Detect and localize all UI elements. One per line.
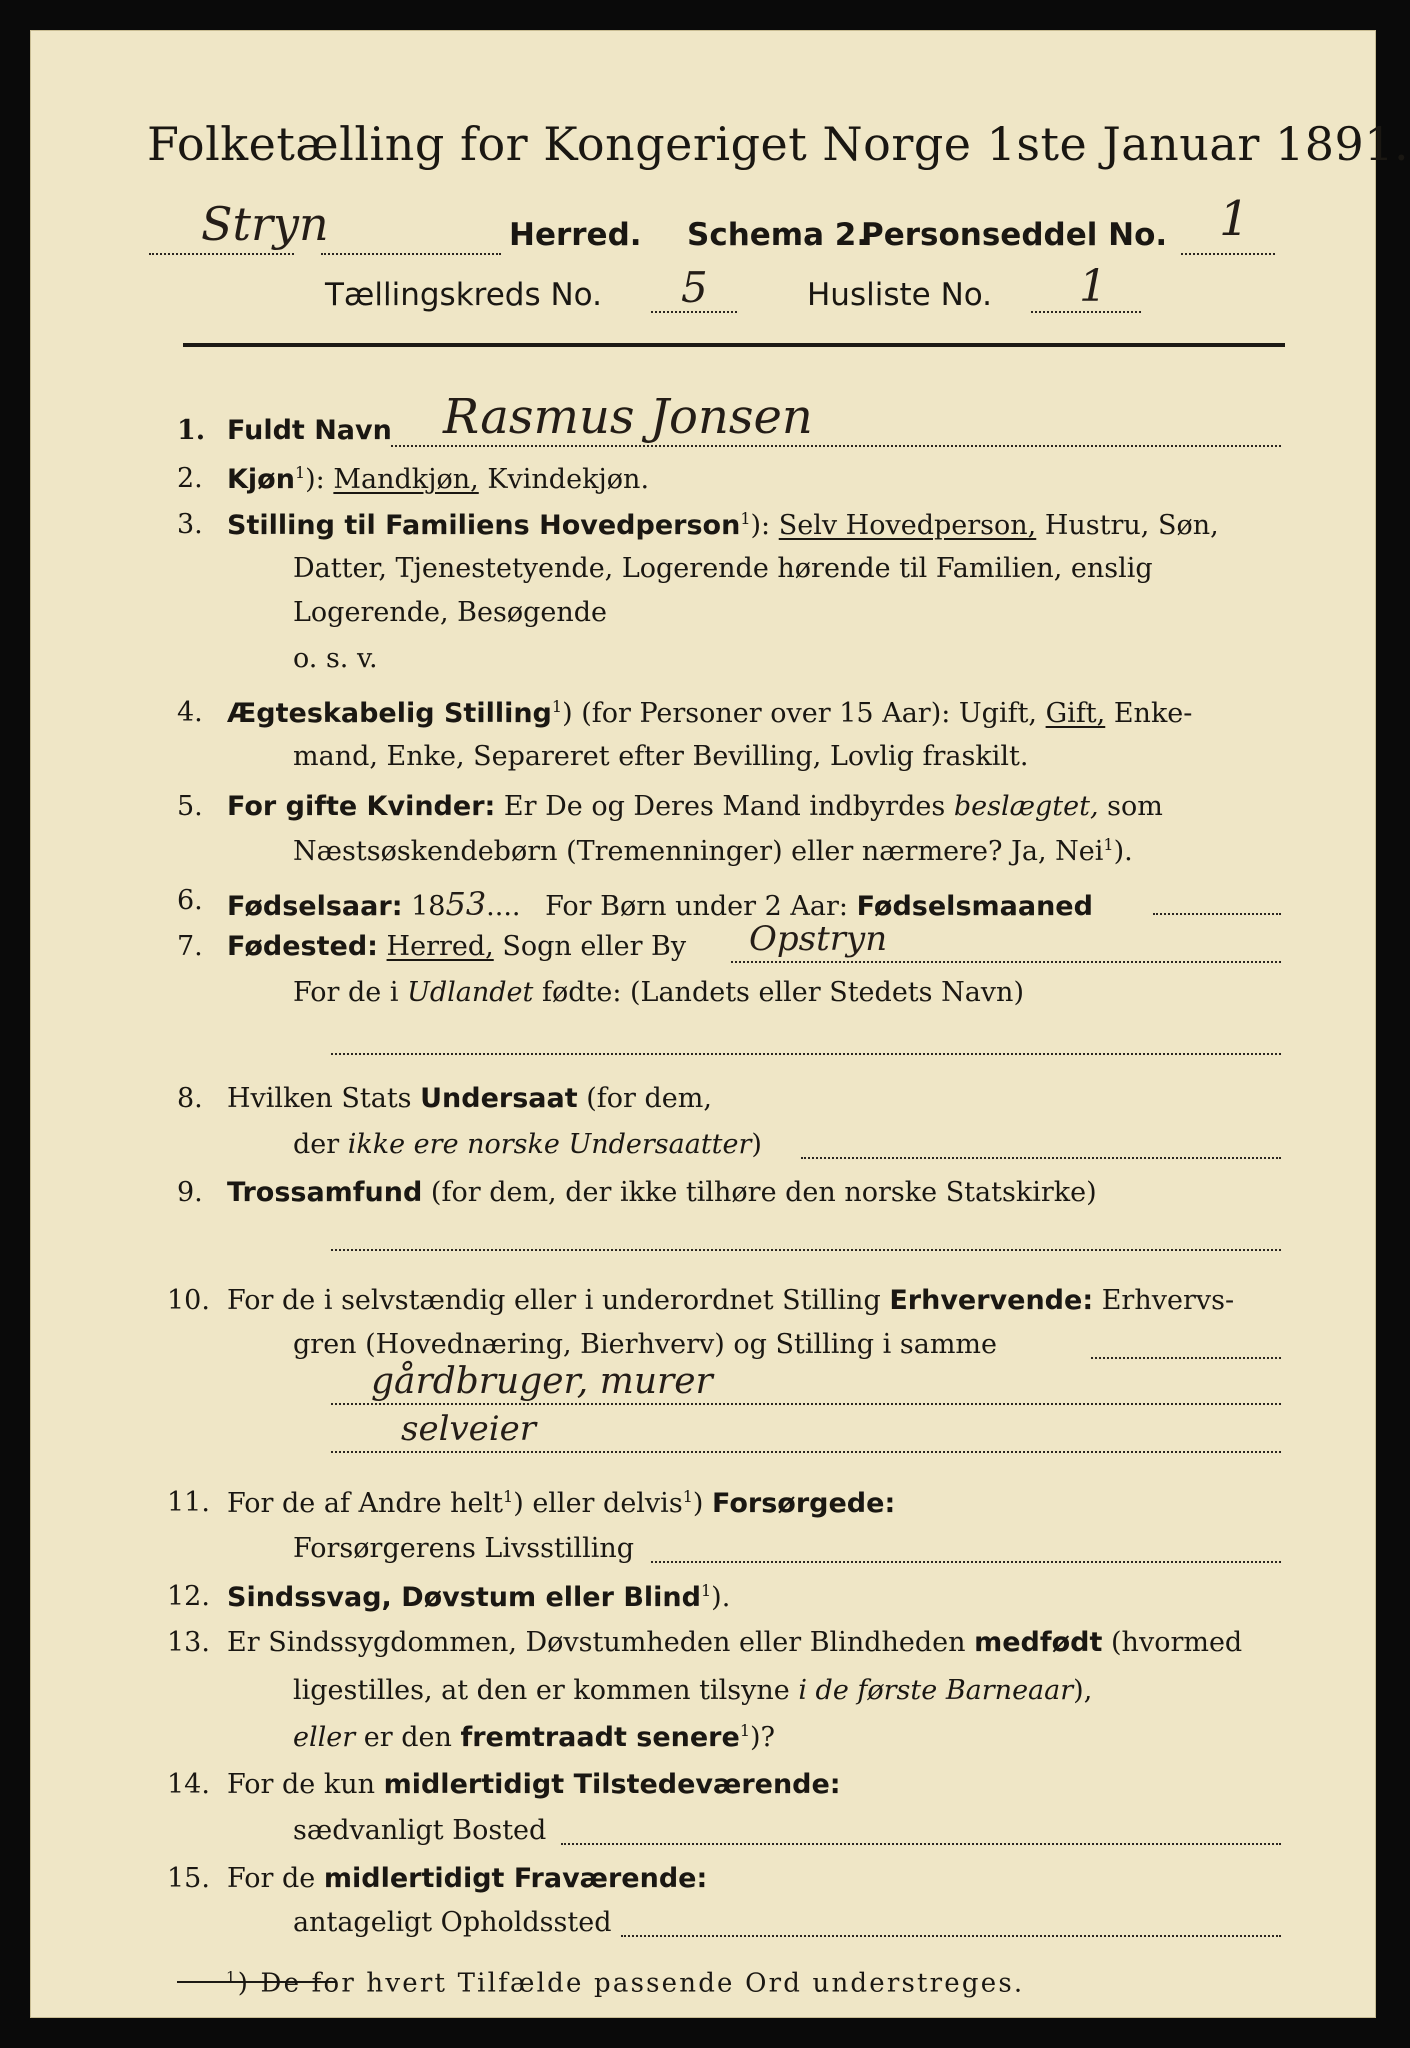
item-5-number: 5. [177,791,203,822]
item-4-text2: Enke- [1113,698,1193,729]
item-8-line2 [293,1129,762,1160]
item-11-text3: ) [692,1488,704,1519]
item-13-line3-a: er den [363,1722,452,1753]
item-7-line2-a: For de i [293,977,399,1008]
item-2-sup: 1 [294,463,306,482]
item-7-line1 [227,931,686,962]
item-4-text1: ) (for Personer over 15 Aar): Ugift, [562,698,1038,729]
item-15-dots [621,1935,1281,1937]
item-13-line2 [293,1675,1092,1706]
item-6-line [227,885,1093,923]
item-2-colon: ): [305,464,325,495]
item-13-line3-italic: eller [293,1722,356,1753]
item-7-line2 [293,977,1024,1008]
item-13-line2-b: ), [1073,1675,1093,1706]
husliste-value: 1 [1079,261,1107,312]
item-2-label: Kjøn [227,464,295,495]
item-6-label2: Fødselsmaaned [856,891,1093,922]
item-2-number: 2. [177,463,203,494]
item-7-label: Fødested: [227,931,378,962]
item-8-line2-a: der [293,1129,340,1160]
schema-label: Schema 2. [687,217,869,253]
item-3-number: 3. [177,509,203,540]
item-13-text1: Er Sindssygdommen, Døvstumheden eller Blindheden [227,1627,966,1658]
item-8-number: 8. [177,1083,203,1114]
item-6-label: Fødselsaar: [227,891,403,922]
item-3-colon: ): [750,510,771,541]
item-13-line1 [227,1627,1242,1658]
item-13-line2-a: ligestilles, at den er kommen tilsyne [293,1675,790,1706]
item-3-line3: Logerende, Besøgende [293,597,607,628]
item-15-line1 [227,1863,707,1894]
item-7-number: 7. [177,931,203,962]
kreds-label: Tællingskreds No. [325,277,602,313]
item-9-number: 9. [177,1177,203,1208]
herred-dots-2 [321,253,501,255]
item-3-line2: Datter, Tjenestetyende, Logerende hørende til Familien, enslig [293,553,1153,584]
item-13-line3-bold: fremtraadt senere [460,1722,740,1753]
item-13-number: 13. [167,1627,210,1658]
item-10-text1: For de i selvstændig eller i underordnet Stilling [227,1285,881,1316]
item-10-label: Erhvervende: [889,1285,1094,1316]
item-10-dots-2 [331,1403,1281,1405]
item-11-line1 [227,1487,895,1519]
item-8-line2-b: ) [751,1129,762,1160]
personseddel-dots [1181,253,1275,255]
item-7-value: Opstryn [749,919,888,959]
item-6-text2: For Børn under 2 Aar: [545,891,848,922]
form-title: Folketælling for Kongeriget Norge 1ste Januar 1891. [147,117,1410,171]
herred-dots [149,253,294,255]
census-form-page [30,30,1410,2018]
item-5-end: ). [1113,836,1133,867]
item-5-label: For gifte Kvinder: [227,791,496,822]
kreds-value: 5 [681,263,708,312]
item-5-line2-text: Næstsøskendebørn (Tremenninger) eller nærmere? Ja, Nei [293,836,1104,867]
item-14-line1 [227,1769,841,1800]
item-15-number: 15. [167,1863,210,1894]
item-4-option-selected: Gift, [1045,698,1106,729]
item-3-sup: 1 [740,509,751,528]
item-7-dots-line2 [331,1053,1281,1055]
item-10-text2: Erhvervs- [1101,1285,1235,1316]
item-12-sup: 1 [700,1581,712,1600]
item-12-end: ). [711,1582,731,1613]
item-10-dots-1 [1091,1357,1281,1359]
item-14-dots [561,1843,1281,1845]
item-5-text2: som [1107,791,1163,822]
item-9-line [227,1177,1097,1208]
header-rule [183,343,1285,347]
item-11-text2: ) eller delvis [513,1488,683,1519]
item-4-line2: mand, Enke, Separeret efter Bevilling, Lovlig fraskilt. [293,741,1029,772]
item-10-number: 10. [167,1285,210,1316]
item-6-dots-line [1153,913,1281,915]
item-8-text2: (for dem, [586,1083,712,1114]
item-4-line1 [227,697,1192,729]
item-11-sup2: 1 [682,1487,693,1506]
item-5-text1: Er De og Deres Mand indbyrdes [503,791,946,822]
item-8-label: Undersaat [420,1083,578,1114]
item-8-line2-italic: ikke ere norske Undersaatter [347,1129,752,1160]
item-4-number: 4. [177,697,203,728]
item-1-number: 1. [177,415,206,446]
item-11-text1: For de af Andre helt [227,1488,504,1519]
item-12-label: Sindssvag, Døvstum eller Blind [227,1582,701,1613]
item-8-text1: Hvilken Stats [227,1083,412,1114]
item-10-dots-3 [331,1451,1281,1453]
item-11-label: Forsørgede: [712,1488,896,1519]
item-11-number: 11. [167,1487,210,1518]
item-1-dots [391,445,1281,447]
item-15-label: midlertidigt Fraværende: [323,1863,708,1894]
item-14-number: 14. [167,1769,210,1800]
item-9-text1: (for dem, der ikke tilhøre den norske Statskirke) [430,1177,1097,1208]
item-2-option-female: Kvindekjøn. [487,464,650,495]
item-1-label: Fuldt Navn [227,415,392,446]
item-7-dots [731,961,1281,963]
item-7-line2-b: fødte: (Landets eller Stedets Navn) [541,977,1024,1008]
item-11-line2: Forsørgerens Livsstilling [293,1533,635,1564]
item-3-label: Stilling til Familiens Hovedperson [227,510,741,541]
item-4-label: Ægteskabelig Stilling [227,698,552,729]
herred-label: Herred. [509,217,642,253]
item-11-sup1: 1 [503,1487,514,1506]
item-7-option-selected: Herred, [386,931,494,962]
item-2-line [227,463,649,495]
personseddel-value: 1 [1219,191,1250,247]
item-10-value-1: gårdbruger, murer [371,1361,713,1402]
item-7-text1: Sogn eller By [502,931,687,962]
item-13-line3-b: )? [750,1722,776,1753]
item-12-number: 12. [167,1581,210,1612]
item-13-sup: 1 [739,1721,750,1740]
item-8-dots [801,1157,1281,1159]
item-6-dots: .... [486,891,521,922]
item-7-line2-italic: Udlandet [407,977,534,1008]
item-5-italic: beslægtet, [953,791,1099,822]
item-3-line1 [227,509,1219,541]
item-15-text1: For de [227,1863,316,1894]
footnote [226,1968,1024,1999]
item-6-prefix: 18 [411,891,446,922]
item-6-value: 53 [445,885,487,923]
item-10-line1 [227,1285,1234,1316]
item-13-line2-italic: i de første Barneaar [798,1675,1074,1706]
personseddel-label: Personseddel No. [861,217,1168,253]
item-12-line [227,1581,730,1613]
item-8-line1 [227,1083,712,1114]
item-13-label: medfødt [974,1627,1103,1658]
item-11-dots [651,1561,1281,1563]
item-2-option-male: Mandkjøn, [333,464,479,495]
item-10-line2: gren (Hovednæring, Bierhverv) og Stilling i samme [293,1329,998,1360]
item-6-number: 6. [177,885,203,916]
item-14-line2: sædvanligt Bosted [293,1815,547,1846]
footnote-text: ) De for hvert Tilfælde passende Ord understreges. [237,1968,1025,1999]
husliste-label: Husliste No. [807,277,993,313]
item-14-text1: For de kun [227,1769,375,1800]
item-5-sup: 1 [1103,835,1114,854]
item-1-value: Rasmus Jonsen [443,389,813,445]
item-10-value-2: selveier [401,1409,537,1449]
item-5-line2 [293,835,1133,867]
item-3-rest: Hustru, Søn, [1044,510,1219,541]
item-9-label: Trossamfund [227,1177,423,1208]
item-9-dots [331,1249,1281,1251]
item-5-line1 [227,791,1163,822]
item-13-line3 [293,1721,775,1753]
item-14-label: midlertidigt Tilstedeværende: [383,1769,841,1800]
item-4-sup: 1 [551,697,563,716]
item-3-option-selected: Selv Hovedperson, [778,510,1037,541]
item-3-line4: o. s. v. [293,643,378,674]
herred-value: Stryn [201,197,329,251]
footnote-sup: 1 [226,1968,238,1986]
item-15-line2: antageligt Opholdssted [293,1907,612,1938]
item-13-text2: (hvormed [1111,1627,1243,1658]
